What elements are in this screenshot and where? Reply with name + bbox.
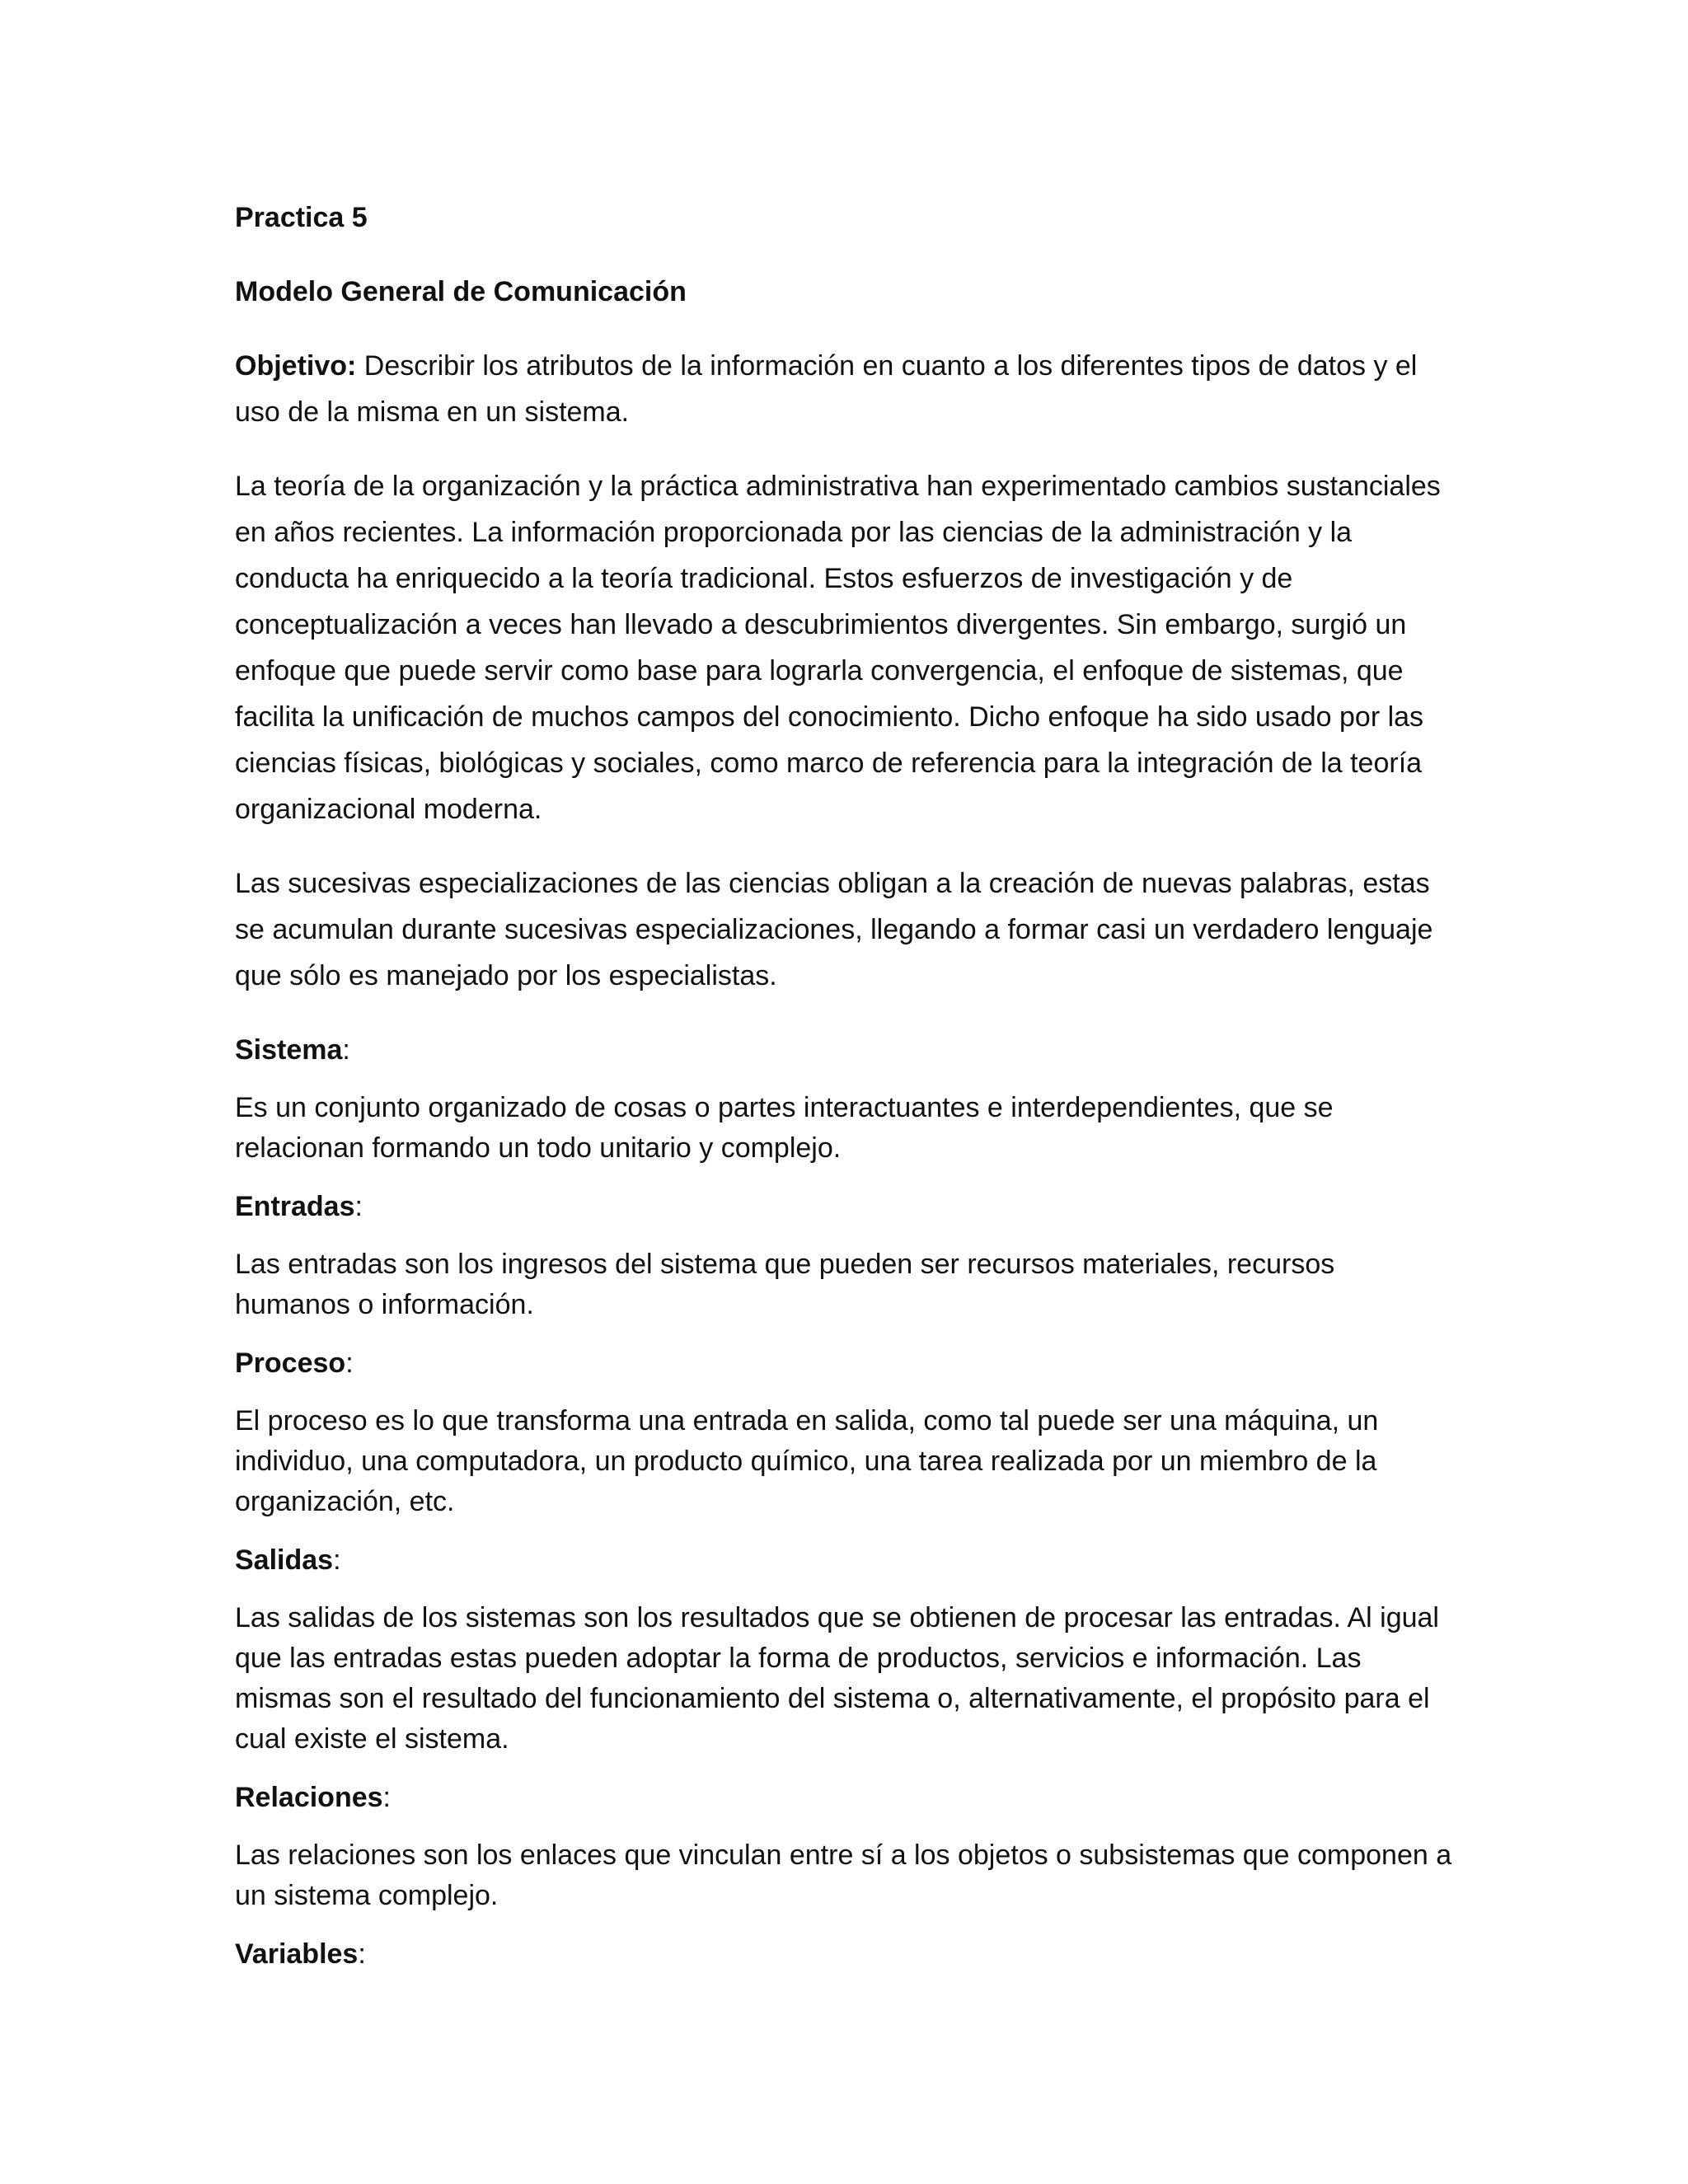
term-heading-proceso (235, 1340, 1455, 1386)
body-paragraph: La teoría de la organización y la práctica administrativa han experimentado cambios sustanciales en años recientes. La información proporcionada por las ciencias de la administración y la conducta ha enriquecido a la teoría tradicional. Estos esfuerzos de investigación y de conceptualización a veces han llevado a descubrimientos divergentes. Sin embargo, surgió un enfoque que puede servir como base para lograrla convergencia, el enfoque de sistemas, que facilita la unificación de muchos campos del conocimiento. Dicho enfoque ha sido usado por las ciencias físicas, biológicas y sociales, como marco de referencia para la integración de la teoría organizacional moderna. (235, 471, 1441, 825)
document-title: Practica 5 (235, 202, 368, 233)
term-colon: : (354, 1191, 363, 1222)
term-definition-relaciones: Las relaciones son los enlaces que vinculan entre sí a los objetos o subsistemas que componen a un sistema complejo. (235, 1840, 1452, 1911)
term-name: Variables (235, 1938, 359, 1970)
objective-label: Objetivo: (235, 350, 357, 382)
term-heading-variables (235, 1931, 1455, 1977)
objective-paragraph (235, 343, 1455, 435)
term-heading-sistema (235, 1027, 1455, 1073)
term-colon: : (342, 1034, 350, 1066)
term-definition-sistema: Es un conjunto organizado de cosas o partes interactuantes e interdependientes, que se relacionan formando un todo unitario y complejo. (235, 1092, 1334, 1164)
document-page (235, 194, 1455, 1992)
term-definition-proceso: El proceso es lo que transforma una entrada en salida, como tal puede ser una máquina, un individuo, una computadora, un producto químico, una tarea realizada por un miembro de la organización, etc. (235, 1405, 1379, 1517)
term-name: Sistema (235, 1034, 343, 1066)
term-colon: : (382, 1782, 391, 1813)
term-name: Proceso (235, 1347, 346, 1379)
term-definition-entradas: Las entradas son los ingresos del sistema que pueden ser recursos materiales, recursos humanos o información. (235, 1249, 1335, 1320)
term-colon: : (333, 1544, 341, 1576)
document-subtitle: Modelo General de Comunicación (235, 276, 687, 307)
objective-text: Describir los atributos de la información en cuanto a los diferentes tipos de datos y el uso de la misma en un sistema. (235, 350, 1418, 428)
term-definition-salidas: Las salidas de los sistemas son los resultados que se obtienen de procesar las entradas. Al igual que las entradas estas pueden adoptar la forma de productos, servicios e información. Las mismas son el resultado del funcionamiento del sistema o, alternativamente, el propósito para el cual existe el sistema. (235, 1602, 1439, 1755)
term-name: Salidas (235, 1544, 334, 1576)
term-heading-salidas (235, 1537, 1455, 1583)
term-colon: : (358, 1938, 366, 1970)
term-heading-relaciones (235, 1774, 1455, 1821)
term-colon: : (345, 1347, 354, 1379)
term-name: Relaciones (235, 1782, 383, 1813)
term-name: Entradas (235, 1191, 355, 1222)
body-paragraph: Las sucesivas especializaciones de las ciencias obligan a la creación de nuevas palabras, estas se acumulan durante sucesivas especializaciones, llegando a formar casi un verdadero lenguaje que sólo es manejado por los especialistas. (235, 868, 1433, 991)
term-heading-entradas (235, 1183, 1455, 1230)
